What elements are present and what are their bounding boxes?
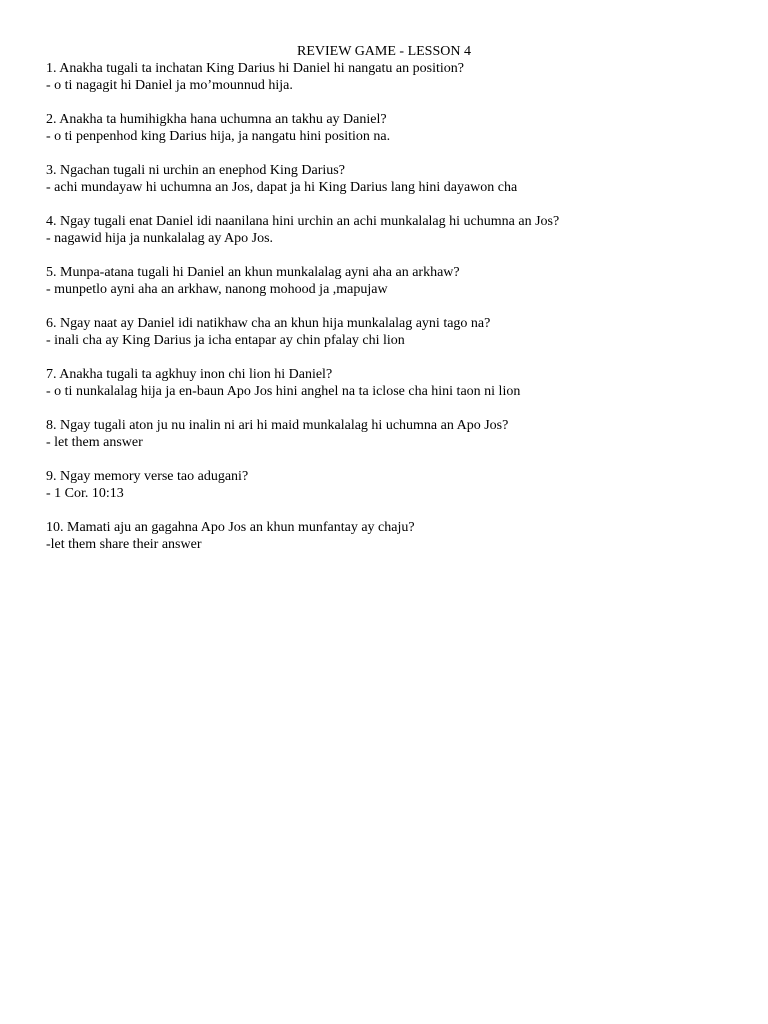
- qa-item-2: [46, 111, 726, 145]
- question-1: 1. Anakha tugali ta inchatan King Darius hi Daniel hi nangatu an position?: [46, 61, 464, 76]
- qa-item-7: [46, 366, 726, 400]
- answer-4: - nagawid hija ja nunkalalag ay Apo Jos.: [46, 231, 274, 246]
- qa-item-8: [46, 417, 726, 451]
- question-2: 2. Anakha ta humihigkha hana uchumna an takhu ay Daniel?: [46, 112, 387, 127]
- qa-item-1: [46, 60, 726, 94]
- qa-item-9: [46, 468, 726, 502]
- answer-7: - o ti nunkalalag hija ja en-baun Apo Jos hini anghel na ta iclose cha hini taon ni lion: [46, 384, 521, 399]
- qa-item-3: [46, 162, 726, 196]
- answer-10: -let them share their answer: [46, 537, 202, 552]
- question-7: 7. Anakha tugali ta agkhuy inon chi lion hi Daniel?: [46, 367, 333, 382]
- answer-9: - 1 Cor. 10:13: [46, 486, 124, 501]
- question-10: 10. Mamati aju an gagahna Apo Jos an khun munfantay ay chaju?: [46, 520, 415, 535]
- question-6: 6. Ngay naat ay Daniel idi natikhaw cha an khun hija munkalalag ayni tago na?: [46, 316, 491, 331]
- qa-item-6: [46, 315, 726, 349]
- answer-1: - o ti nagagit hi Daniel ja mo’mounnud hija.: [46, 78, 293, 93]
- question-9: 9. Ngay memory verse tao adugani?: [46, 469, 249, 484]
- answer-5: - munpetlo ayni aha an arkhaw, nanong mohood ja ,mapujaw: [46, 282, 388, 297]
- answer-8: - let them answer: [46, 435, 143, 450]
- qa-item-5: [46, 264, 726, 298]
- answer-6: - inali cha ay King Darius ja icha entapar ay chin pfalay chi lion: [46, 333, 405, 348]
- question-5: 5. Munpa-atana tugali hi Daniel an khun munkalalag ayni aha an arkhaw?: [46, 265, 460, 280]
- question-3: 3. Ngachan tugali ni urchin an enephod King Darius?: [46, 163, 345, 178]
- answer-2: - o ti penpenhod king Darius hija, ja nangatu hini position na.: [46, 129, 391, 144]
- document-title: REVIEW GAME - LESSON 4: [297, 44, 471, 59]
- qa-item-10: [46, 519, 726, 553]
- document-page: [46, 43, 726, 570]
- question-8: 8. Ngay tugali aton ju nu inalin ni ari hi maid munkalalag hi uchumna an Apo Jos?: [46, 418, 509, 433]
- answer-3: - achi mundayaw hi uchumna an Jos, dapat ja hi King Darius lang hini dayawon cha: [46, 180, 518, 195]
- question-4: 4. Ngay tugali enat Daniel idi naanilana hini urchin an achi munkalalag hi uchumna an Jos?: [46, 214, 560, 229]
- qa-item-4: [46, 213, 726, 247]
